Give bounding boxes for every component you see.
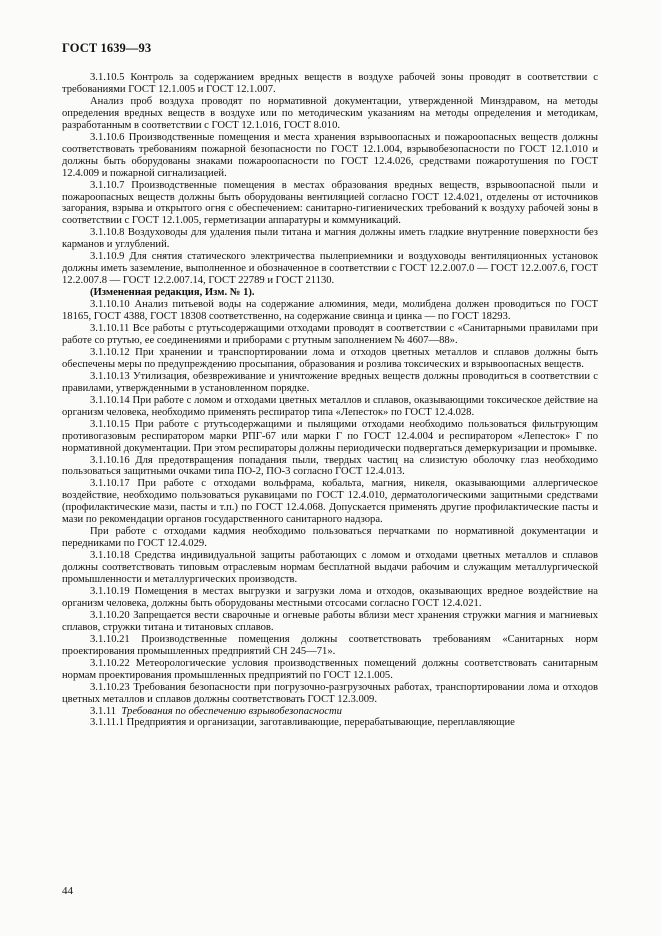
paragraph-3-1-10-8: 3.1.10.8 Воздуховоды для удаления пыли титана и магния должны иметь гладкие внутренние поверхности без карманов и углублений. xyxy=(62,227,598,251)
paragraph-cadmium: При работе с отходами кадмия необходимо пользоваться перчатками по нормативной документации и передниками по ГОСТ 12.4.029. xyxy=(62,526,598,550)
paragraph-3-1-10-22: 3.1.10.22 Метеорологические условия производственных помещений должны соответствовать санитарным нормам проектирования промышленных предприятий по ГОСТ 12.1.005. xyxy=(62,657,598,681)
paragraph-3-1-10-5: 3.1.10.5 Контроль за содержанием вредных веществ в воздухе рабочей зоны проводят в соответствии с требованиями ГОСТ 12.1.005 и ГОСТ 12.1.007. xyxy=(62,72,598,95)
paragraph-3-1-10-15: 3.1.10.15 При работе с ртутьсодержащими и пылящими отходами необходимо пользоваться фильтрующим противогазовым респиратором марки РПГ-67 или марки Г по ГОСТ 12.4.004 и респиратором «Лепесток» Г по нормативной документации. При этом респираторы должны периодически подвергаться демеркуризации и промывке. xyxy=(62,418,598,454)
section-number: 3.1.11 xyxy=(90,705,117,717)
paragraph-air-analysis: Анализ проб воздуха проводят по нормативной документации, утвержденной Минздравом, на методы определения вредных веществ в воздухе или по методическим указаниям на методы определения и методикам, разработанным в соответствии с ГОСТ 12.1.016, ГОСТ 8.010. xyxy=(62,95,598,131)
paragraph-3-1-10-6: 3.1.10.6 Производственные помещения и места хранения взрывоопасных и пожароопасных веществ должны соответствовать требованиям пожарной безопасности по ГОСТ 12.1.004, взрывобезопасности по ГОСТ 12.1.010 и должны быть оборудованы знаками пожароопасности по ГОСТ 12.4.026, средствами пожаротушения по ГОСТ 12.4.009 и пожарной сигнализацией. xyxy=(62,131,598,179)
paragraph-3-1-10-13: 3.1.10.13 Утилизация, обезвреживание и уничтожение вредных веществ должны проводиться в соответствии с правилами, утвержденными в установленном порядке. xyxy=(62,370,598,394)
paragraph-3-1-10-20: 3.1.10.20 Запрещается вести сварочные и огневые работы вблизи мест хранения стружки магния и магниевых сплавов, стружки титана и титановых сплавов. xyxy=(62,609,598,633)
paragraph-3-1-10-11: 3.1.10.11 Все работы с ртутьсодержащими отходами проводят в соответствии с «Санитарными правилами при работе со ртутью, ее соединениями и приборами с ртутным заполнением № 4607—88». xyxy=(62,323,598,346)
paragraph-3-1-10-21: 3.1.10.21 Производственные помещения должны соответствовать требованиям «Санитарных норм проектирования промышленных предприятий СН 245—71». xyxy=(62,633,598,657)
paragraph-3-1-10-14: 3.1.10.14 При работе с ломом и отходами цветных металлов и сплавов, оказывающими токсическое действие на организм человека, необходимо применять респиратор типа «Лепесток» по ГОСТ 12.4.028. xyxy=(62,394,598,418)
paragraph-3-1-10-19: 3.1.10.19 Помещения в местах выгрузки и загрузки лома и отходов, оказывающих вредное воздействие на организм человека, должны быть оборудованы местными отсосами согласно ГОСТ 12.4.021. xyxy=(62,585,598,609)
paragraph-3-1-10-9: 3.1.10.9 Для снятия статического электричества пылеприемники и воздуховоды вентиляционных установок должны иметь заземление, выполненное и обозначенное в соответствии с ГОСТ 12.2.007.0 — ГОСТ 12.2.007.6, ГОСТ 12.2.007.8 — ГОСТ 12.2.007.14, ГОСТ 22789 и ГОСТ 21130. xyxy=(62,251,598,287)
document-body xyxy=(62,72,598,729)
paragraph-3-1-10-16: 3.1.10.16 Для предотвращения попадания пыли, твердых частиц на слизистую оболочку глаз необходимо пользоваться защитными очками типа ПО-2, ПО-3 согласно ГОСТ 12.4.013. xyxy=(62,454,598,478)
section-heading-3-1-11 xyxy=(62,706,598,718)
page-number: 44 xyxy=(62,885,73,897)
section-title: Требования по обеспечению взрывобезопасности xyxy=(121,705,342,717)
amendment-note: (Измененная редакция, Изм. № 1). xyxy=(90,287,255,299)
paragraph-3-1-10-18: 3.1.10.18 Средства индивидуальной защиты работающих с ломом и отходами цветных металлов и сплавов должны соответствовать типовым отраслевым нормам бесплатной выдачи рабочим и служащим металлургической промышленности и металлургических производств. xyxy=(62,550,598,586)
paragraph-3-1-11-1: 3.1.11.1 Предприятия и организации, заготавливающие, перерабатывающие, переплавляющие xyxy=(90,717,515,729)
document-header: ГОСТ 1639—93 xyxy=(62,41,152,55)
paragraph-3-1-10-23: 3.1.10.23 Требования безопасности при погрузочно-разгрузочных работах, транспортировании лома и отходов цветных металлов и сплавов должны соответствовать ГОСТ 12.3.009. xyxy=(62,681,598,705)
paragraph-3-1-10-10: 3.1.10.10 Анализ питьевой воды на содержание алюминия, меди, молибдена должен проводиться по ГОСТ 18165, ГОСТ 4388, ГОСТ 18308 соответственно, на содержание свинца и цинка — по ГОСТ 18293. xyxy=(62,299,598,323)
paragraph-3-1-10-7: 3.1.10.7 Производственные помещения в местах образования вредных веществ, взрывоопасной пыли и пожароопасных веществ должны быть оборудованы вентиляцией согласно ГОСТ 12.4.021, отделены от источников загорания, взрыва и открытого огня с обеспечением: санитарно-гигиенических требований к воздуху рабочей зоны в соответствии с ГОСТ 12.1.005, герметизации аппаратуры и коммуникаций. xyxy=(62,179,598,227)
paragraph-3-1-10-17: 3.1.10.17 При работе с отходами вольфрама, кобальта, магния, никеля, оказывающими аллергическое воздействие, необходимо пользоваться рукавицами по ГОСТ 12.4.010, дерматологическими защитными средствами (профилактические мази, пасты и т.п.) по ГОСТ 12.4.068. Допускается применять другие профилактические пасты и мази по рекомендации органов государственного санитарного надзора. xyxy=(62,478,598,526)
paragraph-3-1-10-12: 3.1.10.12 При хранении и транспортировании лома и отходов цветных металлов и сплавов должны быть обеспечены меры по предупреждению просыпания, образования и розлива токсических и взрывоопасных веществ. xyxy=(62,346,598,370)
